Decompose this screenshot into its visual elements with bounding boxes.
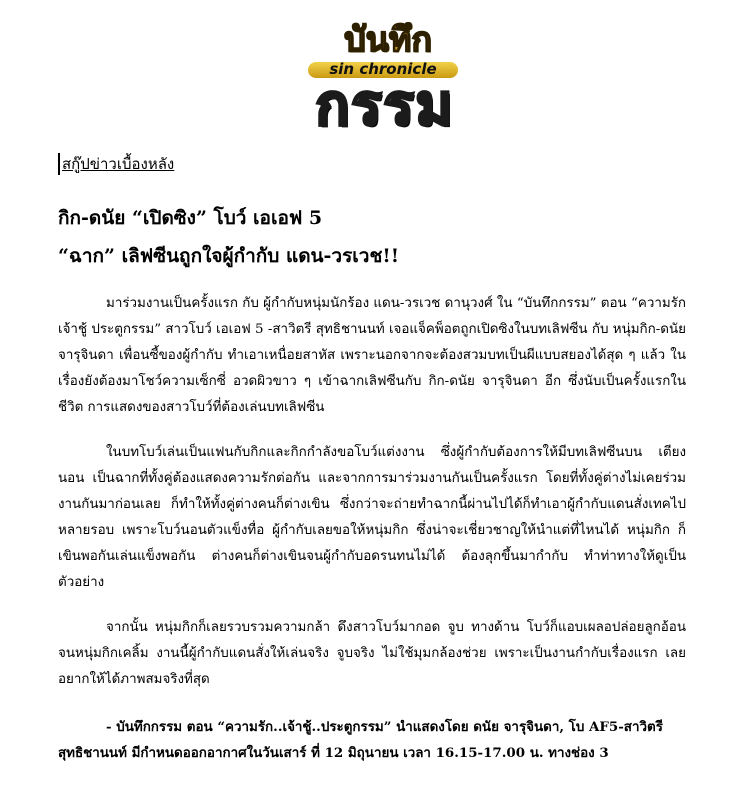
paragraph-3 (58, 615, 686, 693)
broadcast-info (58, 714, 688, 766)
paragraph-1 (58, 291, 686, 421)
logo-sub-text: sin chronicle (329, 60, 437, 78)
paragraph-2 (58, 440, 686, 596)
section-label: สกู๊ปข่าวเบื้องหลัง (58, 153, 174, 175)
logo-main-text: กรรม (315, 73, 455, 138)
headline-line-2: “ฉาก” เลิฟซีนถูกใจผู้กำกับ แดน-วรเวช!! (58, 245, 400, 267)
broadcast-info-text: - บันทึกกรรม ตอน “ความรัก..เจ้าชู้..ประตูกรรม” นำแสดงโดย ดนัย จารุจินดา, โบ AF5-สาวิตรี สุทธิชานนท์ มีกำหนดออกอากาศในวันเสาร์ ที่ 12 มิถุนายน เวลา 16.15-17.00 น. ทางช่อง 3 (58, 719, 663, 761)
paragraph-1-text: มาร่วมงานเป็นครั้งแรก กับ ผู้กำกับหนุ่มนักร้อง แดน-วรเวช ดานุวงศ์ ใน “บันทึกกรรม” ตอน “ความรัก เจ้าชู้ ประตูกรรม” สาวโบว์ เอเอฟ 5 -สาวิตรี สุทธิชานนท์ เจอแจ็คพ็อตถูกเปิดซิงในบทเลิฟซีน กับ หนุ่มกิก-ดนัย จารุจินดา เพื่อนซี้ของผู้กำกับ ทำเอาเหนื่อยสาหัส เพราะนอกจากจะต้องสวมบทเป็นผีแบบสยองได้สุด ๆ แล้ว ในเรื่องยังต้องมาโชว์ความเซ็กซี่ อวดผิวขาว ๆ เข้าฉากเลิฟซีนกับ กิก-ดนัย จารุจินดา อีก ซึ่งนับเป็นครั้งแรกในชีวิต การแสดงของสาวโบว์ที่ต้องเล่นบทเลิฟซีน (58, 296, 686, 415)
headline-line-1: กิก-ดนัย “เปิดซิง” โบว์ เอเอฟ 5 (58, 207, 323, 229)
show-logo (290, 18, 480, 136)
paragraph-2-text: ในบทโบว์เล่นเป็นแฟนกับกิกและกิกกำลังขอโบว์แต่งงาน ซึ่งผู้กำกับต้องการให้มีบทเลิฟซีนบน เตียงนอน เป็นฉากที่ทั้งคู่ต้องแสดงความรักต่อกัน และจากการมาร่วมงานกันเป็นครั้งแรก โดยที่ทั้งคู่ต่างไม่เคยร่วมงานกันมาก่อนเลย ก็ทำให้ทั้งคู่ต่างคนก็ต่างเขิน ซึ่งกว่าจะถ่ายทำฉากนี้ผ่านไปได้ก็ทำเอาผู้กำกับแดนสั่งเทคไปหลายรอบ เพราะโบว์นอนตัวแข็งทื่อ ผู้กำกับเลยขอให้หนุ่มกิก ซึ่งน่าจะเชี่ยวชาญให้นำแต่ที่ไหนได้ หนุ่มกิก ก็เขินพอกันเล่นแข็งพอกัน ต่างคนก็ต่างเขินจนผู้กำกับอดรนทนไม่ได้ ต้องลุกขึ้นมากำกับ ทำท่าทางให้ดูเป็นตัวอย่าง (58, 445, 686, 590)
paragraph-3-text: จากนั้น หนุ่มกิกก็เลยรวบรวมความกล้า ดึงสาวโบว์มากอด จูบ ทางด้าน โบว์ก็แอบเผลอปล่อยลูกอ้อนจนหนุ่มกิกเคลิ้ม งานนี้ผู้กำกับแดนสั่งให้เล่นจริง จูบจริง ไม่ใช้มุมกล้องช่วย เพราะเป็นงานกำกับเรื่องแรก เลยอยากให้ได้ภาพสมจริงที่สุด (58, 620, 686, 687)
logo-top-text: บันทึก (344, 20, 432, 60)
